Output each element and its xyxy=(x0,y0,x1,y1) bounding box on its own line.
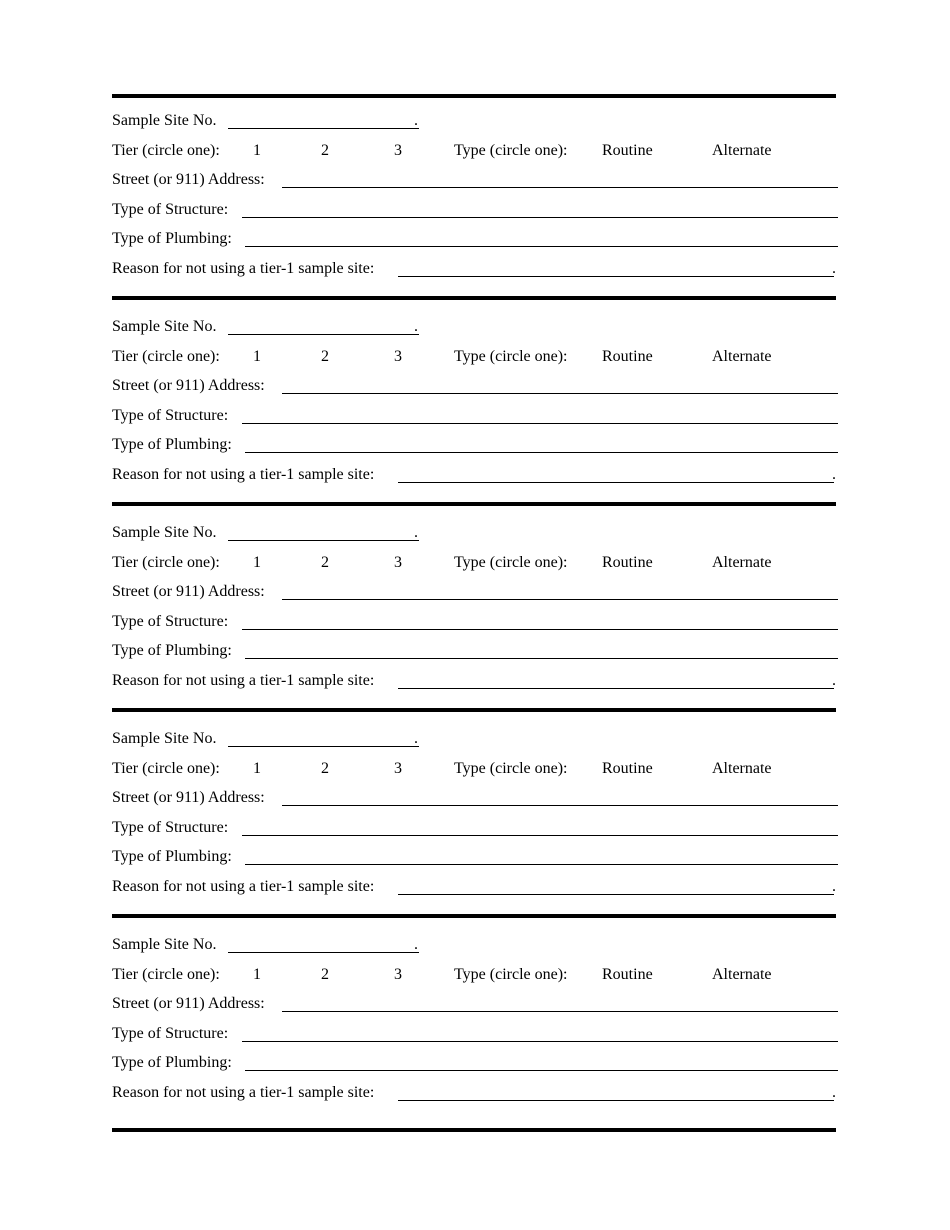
tier-option-1[interactable]: 1 xyxy=(253,966,261,983)
type-option-routine[interactable]: Routine xyxy=(602,142,653,159)
reason-field[interactable] xyxy=(398,894,834,895)
plumbing-label: Type of Plumbing: xyxy=(112,436,232,453)
period: . xyxy=(832,672,836,689)
reason-label: Reason for not using a tier-1 sample site: xyxy=(112,260,375,277)
structure-field[interactable] xyxy=(242,423,838,424)
reason-field[interactable] xyxy=(398,482,834,483)
sample-site-no-field[interactable] xyxy=(228,128,419,129)
section-divider xyxy=(112,708,836,712)
sample-site-label: Sample Site No. xyxy=(112,524,217,541)
section-divider xyxy=(112,94,836,98)
type-label: Type (circle one): xyxy=(454,760,568,777)
plumbing-label: Type of Plumbing: xyxy=(112,848,232,865)
tier-option-1[interactable]: 1 xyxy=(253,554,261,571)
sample-site-entry xyxy=(0,934,950,1140)
reason-label: Reason for not using a tier-1 sample site: xyxy=(112,672,375,689)
tier-option-2[interactable]: 2 xyxy=(321,554,329,571)
tier-option-2[interactable]: 2 xyxy=(321,966,329,983)
sample-site-entry xyxy=(0,110,950,316)
tier-option-3[interactable]: 3 xyxy=(394,966,402,983)
tier-label: Tier (circle one): xyxy=(112,348,220,365)
sample-site-no-field[interactable] xyxy=(228,334,419,335)
sample-site-label: Sample Site No. xyxy=(112,112,217,129)
tier-option-1[interactable]: 1 xyxy=(253,142,261,159)
period: . xyxy=(832,878,836,895)
address-field[interactable] xyxy=(282,393,838,394)
address-label: Street (or 911) Address: xyxy=(112,377,265,394)
address-field[interactable] xyxy=(282,187,838,188)
plumbing-field[interactable] xyxy=(245,658,838,659)
section-divider xyxy=(112,296,836,300)
reason-field[interactable] xyxy=(398,276,834,277)
type-option-alternate[interactable]: Alternate xyxy=(712,348,772,365)
plumbing-label: Type of Plumbing: xyxy=(112,230,232,247)
tier-option-3[interactable]: 3 xyxy=(394,142,402,159)
structure-label: Type of Structure: xyxy=(112,407,229,424)
structure-label: Type of Structure: xyxy=(112,613,229,630)
structure-field[interactable] xyxy=(242,629,838,630)
type-option-alternate[interactable]: Alternate xyxy=(712,760,772,777)
tier-option-3[interactable]: 3 xyxy=(394,554,402,571)
structure-field[interactable] xyxy=(242,835,838,836)
section-divider xyxy=(112,1128,836,1132)
period: . xyxy=(414,730,418,747)
type-option-routine[interactable]: Routine xyxy=(602,966,653,983)
structure-label: Type of Structure: xyxy=(112,1025,229,1042)
sample-site-no-field[interactable] xyxy=(228,540,419,541)
reason-field[interactable] xyxy=(398,1100,834,1101)
tier-option-2[interactable]: 2 xyxy=(321,348,329,365)
address-label: Street (or 911) Address: xyxy=(112,789,265,806)
plumbing-field[interactable] xyxy=(245,864,838,865)
section-divider xyxy=(112,502,836,506)
type-label: Type (circle one): xyxy=(454,142,568,159)
tier-option-3[interactable]: 3 xyxy=(394,760,402,777)
section-divider xyxy=(112,914,836,918)
sample-site-no-field[interactable] xyxy=(228,952,419,953)
type-label: Type (circle one): xyxy=(454,554,568,571)
tier-option-1[interactable]: 1 xyxy=(253,760,261,777)
type-option-alternate[interactable]: Alternate xyxy=(712,554,772,571)
period: . xyxy=(414,318,418,335)
type-option-routine[interactable]: Routine xyxy=(602,348,653,365)
structure-label: Type of Structure: xyxy=(112,201,229,218)
tier-label: Tier (circle one): xyxy=(112,142,220,159)
structure-field[interactable] xyxy=(242,217,838,218)
tier-label: Tier (circle one): xyxy=(112,554,220,571)
tier-option-3[interactable]: 3 xyxy=(394,348,402,365)
address-field[interactable] xyxy=(282,805,838,806)
structure-label: Type of Structure: xyxy=(112,819,229,836)
address-label: Street (or 911) Address: xyxy=(112,583,265,600)
type-label: Type (circle one): xyxy=(454,348,568,365)
plumbing-field[interactable] xyxy=(245,1070,838,1071)
sample-site-entry xyxy=(0,316,950,522)
reason-label: Reason for not using a tier-1 sample site: xyxy=(112,1084,375,1101)
sample-site-entry xyxy=(0,522,950,728)
plumbing-label: Type of Plumbing: xyxy=(112,642,232,659)
type-option-alternate[interactable]: Alternate xyxy=(712,142,772,159)
period: . xyxy=(414,524,418,541)
type-option-alternate[interactable]: Alternate xyxy=(712,966,772,983)
plumbing-field[interactable] xyxy=(245,246,838,247)
sample-site-no-field[interactable] xyxy=(228,746,419,747)
reason-label: Reason for not using a tier-1 sample site: xyxy=(112,466,375,483)
address-label: Street (or 911) Address: xyxy=(112,171,265,188)
period: . xyxy=(832,466,836,483)
address-field[interactable] xyxy=(282,599,838,600)
tier-option-2[interactable]: 2 xyxy=(321,142,329,159)
period: . xyxy=(414,112,418,129)
period: . xyxy=(832,260,836,277)
plumbing-field[interactable] xyxy=(245,452,838,453)
sample-site-label: Sample Site No. xyxy=(112,730,217,747)
type-option-routine[interactable]: Routine xyxy=(602,760,653,777)
sample-site-label: Sample Site No. xyxy=(112,936,217,953)
type-option-routine[interactable]: Routine xyxy=(602,554,653,571)
tier-label: Tier (circle one): xyxy=(112,760,220,777)
sample-site-label: Sample Site No. xyxy=(112,318,217,335)
tier-option-1[interactable]: 1 xyxy=(253,348,261,365)
address-field[interactable] xyxy=(282,1011,838,1012)
period: . xyxy=(414,936,418,953)
sample-site-entry xyxy=(0,728,950,934)
structure-field[interactable] xyxy=(242,1041,838,1042)
tier-label: Tier (circle one): xyxy=(112,966,220,983)
period: . xyxy=(832,1084,836,1101)
type-label: Type (circle one): xyxy=(454,966,568,983)
address-label: Street (or 911) Address: xyxy=(112,995,265,1012)
reason-field[interactable] xyxy=(398,688,834,689)
tier-option-2[interactable]: 2 xyxy=(321,760,329,777)
plumbing-label: Type of Plumbing: xyxy=(112,1054,232,1071)
reason-label: Reason for not using a tier-1 sample site: xyxy=(112,878,375,895)
